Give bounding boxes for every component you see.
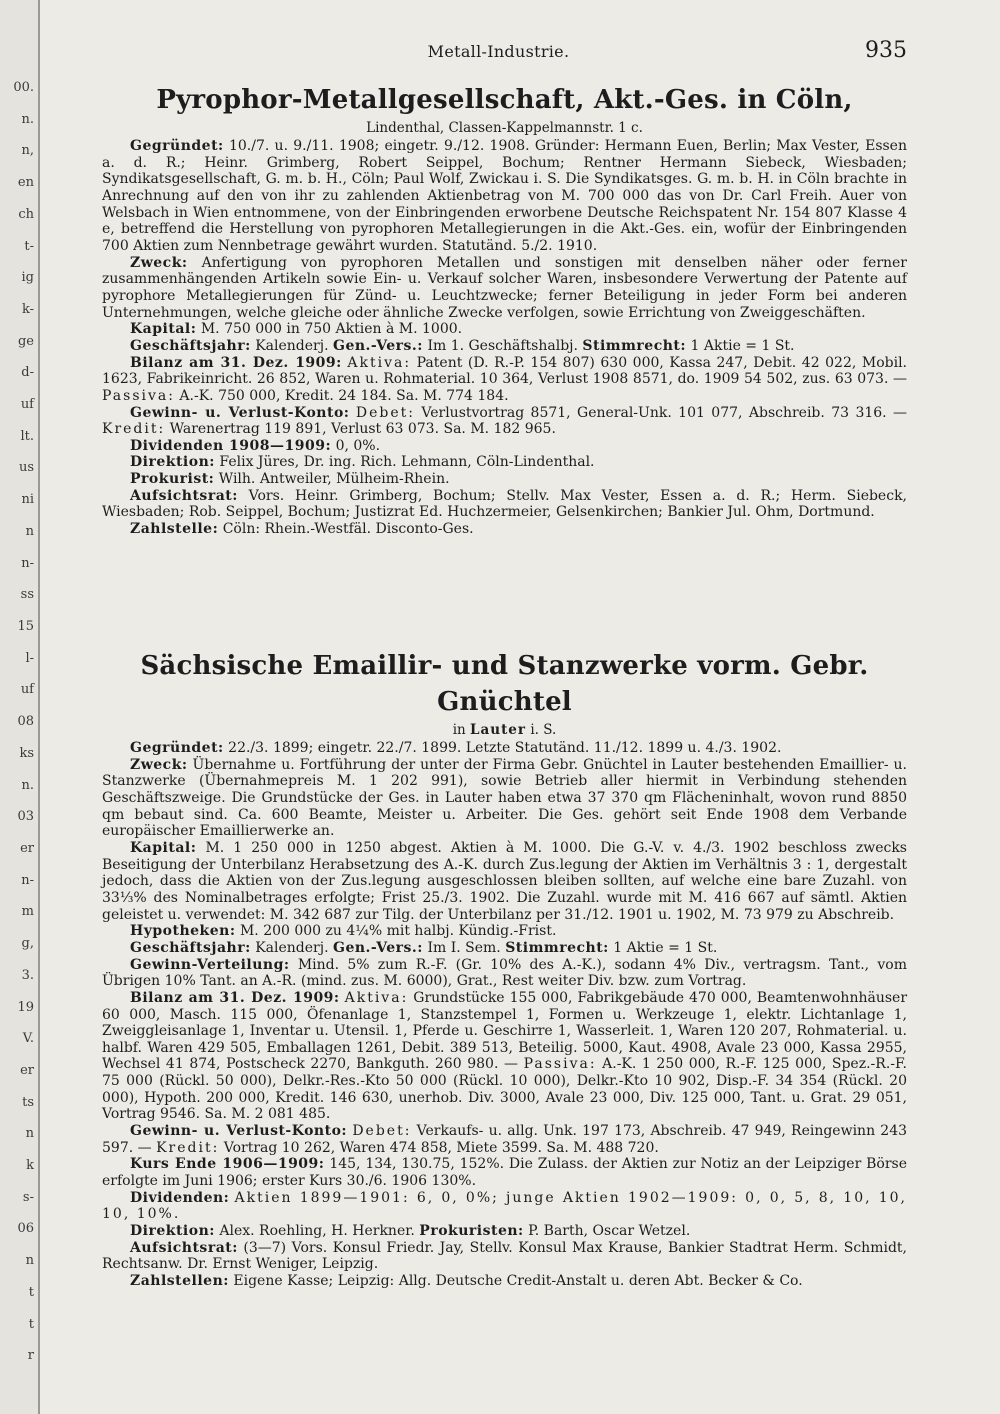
dividenden-label: Dividenden 1908—1909: <box>130 437 332 454</box>
guv-entry <box>102 1123 907 1156</box>
stimmrecht-text: 1 Aktie = 1 St. <box>690 337 795 354</box>
dividenden-entry <box>102 438 907 455</box>
edge-fragment: 3. <box>21 967 34 983</box>
edge-fragment: ts <box>22 1094 34 1110</box>
gegruendet-text: 22./3. 1899; eingetr. 22./7. 1899. Letzte Statutänd. 11./12. 1899 u. 4./3. 1902. <box>228 740 782 756</box>
kredit-text: Warenertrag 119 891, Verlust 63 073. Sa. M. 182 965. <box>169 421 556 438</box>
geschaeftsjahr-label: Geschäftsjahr: <box>130 337 251 354</box>
edge-fragment: d- <box>21 365 34 381</box>
genvers-text: Im 1. Geschäftshalbj. <box>427 337 578 354</box>
aufsichtsrat-entry <box>102 488 907 521</box>
zahlstellen-label: Zahlstellen: <box>130 1273 229 1289</box>
article-body <box>102 740 907 1290</box>
edge-fragment: t <box>28 1316 34 1332</box>
edge-fragment: uf <box>20 397 34 413</box>
edge-fragment: t <box>28 1284 34 1300</box>
edge-fragment: k- <box>21 301 34 317</box>
kapital-label: Kapital: <box>130 321 197 338</box>
edge-fragment: l- <box>25 650 34 666</box>
edge-fragment: 08 <box>17 714 34 730</box>
zweck-text: Übernahme u. Fortführung der unter der Firma Gebr. Gnüchtel in Lauter bestehenden Emaillier- u. Stanzwerke (Übernahmepreis M. 1 202 991), sowie Betrieb aller hiermit in Verbindung stehenden Geschäftszweige. Die Grundstücke der Ges. in Lauter haben etwa 37 370 qm Flächeninhalt, wovon rund 8850 qm bebaut sind. Ca. 600 Beamte, Meister u. Arbeiter. Die Ges. gehört seit Ende 1908 dem Verbande europäischer Emaillierwerke an. <box>102 756 907 840</box>
geschaeftsjahr-entry <box>102 338 907 355</box>
stimmrecht-text: 1 Aktie = 1 St. <box>613 939 718 956</box>
direktion-label: Direktion: <box>130 454 215 471</box>
gewinnverteilung-entry <box>102 957 907 990</box>
zahlstelle-entry <box>102 521 907 538</box>
zweck-entry <box>102 255 907 322</box>
edge-fragment: k <box>26 1158 34 1174</box>
location-suffix: i. S. <box>530 722 557 738</box>
aktiva-word: Aktiva: <box>347 354 412 371</box>
hypotheken-label: Hypotheken: <box>130 923 236 940</box>
kurs-label: Kurs Ende 1906—1909: <box>130 1156 325 1173</box>
kapital-label: Kapital: <box>130 839 197 856</box>
edge-fragment: V. <box>22 1031 34 1047</box>
debet-word: Debet: <box>352 1123 412 1140</box>
edge-fragment: en <box>17 175 34 191</box>
passiva-text: A.-K. 1 250 000, R.-F. 125 000, Spez.-R.-F. 75 000 (Rückl. 50 000), Delkr.-Res.-Kto 50 000 (Rückl. 10 000), Delkr.-Kto 10 902, Disp.-F. 34 354 (Rückl. 20 000), Hypoth. 200 000, Kredit. 146 630, unerhob. Div. 3000, Avale 23 000, Div. 125 000, Tant. u. Grat. 29 051, Vortrag 9546. Sa. M. 2 081 485. <box>102 1056 907 1123</box>
dividenden-text: Aktien 1899—1901: 6, 0, 0%; junge Aktien 1902—1909: 0, 0, 5, 8, 10, 10, 10, 10%. <box>102 1189 907 1223</box>
aktiva-text: Patent (D. R.-P. 154 807) 630 000, Kassa 247, Debit. 42 022, Mobil. 1623, Fabrikeinricht. 26 852, Waren u. Rohmaterial. 10 364, Verlust 1908 8571, do. 1909 54 502, zus. 63 073. — <box>102 354 908 388</box>
direktion-entry <box>102 454 907 471</box>
debet-text: Verkaufs- u. allg. Unk. 197 173, Abschreib. 47 949, Reingewinn 243 597. — <box>102 1123 908 1156</box>
prokurist-text: Wilh. Antweiler, Mülheim-Rhein. <box>218 471 450 488</box>
prokuristen-text: P. Barth, Oscar Wetzel. <box>528 1223 691 1240</box>
passiva-word: Passiva: <box>102 387 175 404</box>
running-title: Metall-Industrie. <box>427 42 570 61</box>
edge-fragment: us <box>18 460 34 476</box>
aufsichtsrat-text: Vors. Heinr. Grimberg, Bochum; Stellv. Max Vester, Essen a. d. R.; Herm. Siebeck, Wiesbaden; Rob. Seippel, Bochum; Justizrat Ed. Huchzermeier, Gelsenkirchen; Bankier Jul. Ohm, Dortmund. <box>102 487 907 521</box>
company-title: Sächsische Emaillir- und Stanzwerke vorm. Gebr. Gnüchtel <box>140 651 869 717</box>
edge-fragment: n <box>25 1253 34 1269</box>
kapital-entry <box>102 321 907 338</box>
edge-fragment: ks <box>19 745 34 761</box>
edge-fragment: n. <box>21 777 34 793</box>
edge-fragment: s- <box>22 1189 34 1205</box>
article-pyrophor <box>102 82 907 538</box>
aktiva-word: Aktiva: <box>344 989 409 1006</box>
edge-fragment: n- <box>21 555 34 571</box>
article-body <box>102 138 907 538</box>
zweck-label: Zweck: <box>130 254 188 271</box>
geschaeftsjahr-entry <box>102 940 907 957</box>
edge-fragment: ge <box>17 333 34 349</box>
geschaeftsjahr-label: Geschäftsjahr: <box>130 939 251 956</box>
genvers-label: Gen.-Vers.: <box>332 337 423 354</box>
prokurist-entry <box>102 471 907 488</box>
gegruendet-label: Gegründet: <box>130 740 224 756</box>
prokuristen-label: Prokuristen: <box>419 1223 524 1240</box>
edge-fragment: er <box>20 840 34 856</box>
prokurist-label: Prokurist: <box>130 471 215 488</box>
kurs-text: 145, 134, 130.75, 152%. Die Zulass. der Aktien zur Notiz an der Leipziger Börse erfolgte im Juni 1906; erster Kurs 30./6. 1906 130%. <box>102 1156 907 1190</box>
kredit-word: Kredit: <box>156 1139 220 1156</box>
bilanz-label: Bilanz am 31. Dez. 1909: <box>130 354 342 371</box>
kapital-entry <box>102 840 907 923</box>
edge-fragment: t- <box>24 238 34 254</box>
genvers-text: Im I. Sem. <box>427 939 501 956</box>
edge-fragment: lt. <box>20 428 34 444</box>
edge-fragment: g, <box>21 936 34 952</box>
page-number: 935 <box>865 38 907 63</box>
gegruendet-text: 10./7. u. 9./11. 1908; eingetr. 9./12. 1908. Gründer: Hermann Euen, Berlin; Max Vester, Essen a. d. R.; Heinr. Grimberg, Robert Seippel, Bochum; Rentner Hermann Siebeck, Wiesbaden; Syndikatsgesellschaft, G. m. b. H., Cöln; Paul Wolf, Zwickau i. S. Die Syndikatsges. G. m. b. H. in Cöln brachte in Anrechnung auf den von ihr zu zahlenden Aktienbetrag von M. 700 000 das von Dr. Carl Freih. Auer von Welsbach in Wien entnommene, von der Einbringenden erworbene Deutsche Reichspatent Nr. 154 807 Klasse 4 e, betreffend die Herstellung von pyrophoren Metallegierungen in die Akt.-Ges. ein, wofür der Einbringenden 700 Aktien zum Nennbetrage gewährt wurden. Statutänd. 5./2. 1910. <box>102 138 907 254</box>
debet-text: Verlustvortrag 8571, General-Unk. 101 077, Abschreib. 73 316. — <box>421 404 908 421</box>
company-address: Lindenthal, Classen-Kappelmannstr. 1 c. <box>366 120 643 136</box>
aufsichtsrat-label: Aufsichtsrat: <box>130 487 238 504</box>
zahlstellen-entry <box>102 1273 907 1290</box>
adjacent-page-edge <box>0 0 40 1414</box>
bilanz-label: Bilanz am 31. Dez. 1909: <box>130 989 340 1006</box>
edge-fragment: 19 <box>17 999 34 1015</box>
zweck-entry <box>102 757 907 840</box>
edge-fragment: er <box>20 1062 34 1078</box>
zahlstelle-label: Zahlstelle: <box>130 521 219 538</box>
edge-fragment: 03 <box>17 809 34 825</box>
company-title: Pyrophor-Metallgesellschaft, Akt.-Ges. in Cöln, <box>156 85 853 115</box>
zweck-label: Zweck: <box>130 756 188 773</box>
location-city: Lauter <box>470 722 527 738</box>
zweck-text: Anfertigung von pyrophoren Metallen und sonstigen mit denselben näher oder ferner zusammenhängenden Artikeln sowie Ein- u. Verkauf solcher Waren, insbesondere Verwertung der Patente auf pyrophore Metallegierungen für Zünd- u. Leuchtzwecke; ferner Beteiligung in jeder Form bei anderen Unternehmungen, welche gleiche oder ähnliche Zwecke verfolgen, sowie Errichtung von Zweiggeschäften. <box>102 254 908 321</box>
gegruendet-label: Gegründet: <box>130 138 224 154</box>
hypotheken-entry <box>102 923 907 940</box>
hypotheken-text: M. 200 000 zu 4¼% mit halbj. Kündig.-Frist. <box>239 923 557 940</box>
geschaeftsjahr-text: Kalenderj. <box>255 337 329 354</box>
aufsichtsrat-entry <box>102 1240 907 1273</box>
edge-fragment: 06 <box>17 1221 34 1237</box>
stimmrecht-label: Stimmrecht: <box>582 337 687 354</box>
gewinnverteilung-label: Gewinn-Verteilung: <box>130 956 290 973</box>
edge-fragment: 00. <box>13 80 34 95</box>
direktion-text: Alex. Roehling, H. Herkner. <box>219 1223 415 1240</box>
edge-fragment: m <box>21 904 34 920</box>
dividenden-text: 0, 0%. <box>335 437 381 454</box>
location-prefix: in <box>452 722 466 738</box>
dividenden-entry <box>102 1190 907 1223</box>
zahlstelle-text: Cöln: Rhein.-Westfäl. Disconto-Ges. <box>222 521 474 538</box>
edge-fragment: ss <box>20 587 34 603</box>
kapital-text: M. 1 250 000 in 1250 abgest. Aktien à M. 1000. Die G.-V. v. 4./3. 1902 beschloss zwecks Beseitigung der Unterbilanz Herabsetzung des A.-K. durch Zus.legung der Aktien im Verhältnis 3 : 1, dergestalt jedoch, dass die Aktien von der Zus.legung ausgeschlossen bleiben sollten, auf welche eine bare Zuzahl. von 33⅓% des Nominalbetrages erfolgte; Frist 25./3. 1902. Die Zuzahl. wurde mit M. 416 667 auf sämtl. Aktien geleistet u. verwendet: M. 342 687 zur Tilg. der Unterbilanz per 31./12. 1901 u. 1902, M. 73 979 zu Abschreib. <box>102 839 907 923</box>
gegruendet-entry <box>102 138 907 255</box>
direktion-entry <box>102 1223 907 1240</box>
edge-fragment: n <box>25 523 34 539</box>
edge-fragment: n, <box>21 143 34 159</box>
edge-fragment: n- <box>21 872 34 888</box>
edge-fragment: ni <box>21 492 34 508</box>
gegruendet-entry <box>102 740 907 757</box>
dividenden-label: Dividenden: <box>130 1189 230 1206</box>
direktion-label: Direktion: <box>130 1223 215 1240</box>
guv-label: Gewinn- u. Verlust-Konto: <box>130 404 350 421</box>
gewinnverteilung-text: Mind. 5% zum R.-F. (Gr. 10% des A.-K.), sodann 4% Div., vertragsm. Tant., vom Übrigen 10% Tant. an A.-R. (mind. zus. M. 6000), Grat., Rest weiter Div. bzw. zum Vortrag. <box>102 956 907 990</box>
aufsichtsrat-label: Aufsichtsrat: <box>130 1239 238 1256</box>
geschaeftsjahr-text: Kalenderj. <box>255 939 329 956</box>
page-sheet <box>90 0 950 1414</box>
guv-entry <box>102 405 907 438</box>
bilanz-entry <box>102 990 907 1123</box>
debet-word: Debet: <box>355 404 415 421</box>
kredit-word: Kredit: <box>102 421 166 438</box>
direktion-text: Felix Jüres, Dr. ing. Rich. Lehmann, Cöln-Lindenthal. <box>219 454 595 471</box>
passiva-word: Passiva: <box>523 1056 597 1073</box>
edge-fragment: n <box>25 1126 34 1142</box>
stimmrecht-label: Stimmrecht: <box>505 939 609 956</box>
bilanz-entry <box>102 355 907 405</box>
kurs-entry <box>102 1156 907 1189</box>
article-gnuechtel <box>102 648 907 1290</box>
zahlstellen-text: Eigene Kasse; Leipzig: Allg. Deutsche Credit-Anstalt u. deren Abt. Becker & Co. <box>233 1273 803 1289</box>
guv-label: Gewinn- u. Verlust-Konto: <box>130 1123 348 1140</box>
edge-fragment: uf <box>20 682 34 698</box>
kapital-text: M. 750 000 in 750 Aktien à M. 1000. <box>200 321 463 338</box>
edge-fragment: ig <box>21 270 34 286</box>
edge-fragment: ch <box>18 206 34 222</box>
edge-fragment: r <box>27 1348 34 1364</box>
kredit-text: Vortrag 10 262, Waren 474 858, Miete 3599. Sa. M. 488 720. <box>223 1139 659 1156</box>
genvers-label: Gen.-Vers.: <box>332 939 423 956</box>
edge-fragment: 15 <box>17 619 34 635</box>
company-location <box>102 720 907 740</box>
aktiva-text: Grundstücke 155 000, Fabrikgebäude 470 000, Beamtenwohnhäuser 60 000, Masch. 115 000, Öfenanlage 1, Stanzstempel 1, Formen u. Werkzeuge 1, elektr. Lichtanlage 1, Zweiggleisanlage 1, Inventar u. Utensil. 1, Pferde u. Geschirre 1, Wasserleit. 1, Waren 120 207, Rohmaterial. u. halbf. Waren 429 505, Emballagen 1261, Debit. 389 513, Beteilig. 5000, Kaut. 4908, Avale 23 000, Kassa 2955, Wechsel 41 874, Postscheck 2270, Bankguth. 260 980. — <box>102 989 908 1073</box>
aufsichtsrat-text: (3—7) Vors. Konsul Friedr. Jay, Stellv. Konsul Max Krause, Bankier Stadtrat Herm. Schmidt, Rechtsanw. Dr. Ernst Weniger, Leipzig. <box>102 1239 907 1273</box>
edge-fragment: n. <box>21 111 34 127</box>
running-head <box>90 38 907 68</box>
passiva-text: A.-K. 750 000, Kredit. 24 184. Sa. M. 774 184. <box>179 387 509 404</box>
